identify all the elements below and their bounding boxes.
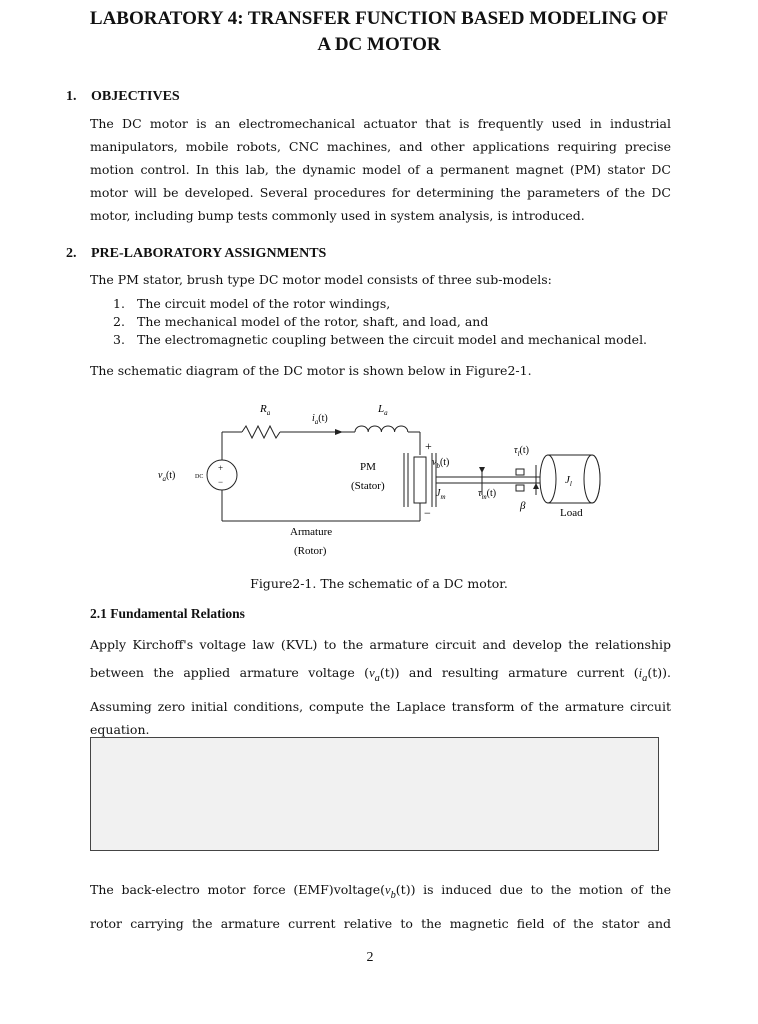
list-item: 1. The circuit model of the rotor windings, (113, 296, 391, 311)
current-arrow (335, 429, 343, 435)
kvl-line: Apply Kirchoff's voltage law (KVL) to the armature circuit and develop the relationship (90, 637, 671, 652)
pm-label: PM (360, 461, 376, 473)
emf-minus: − (424, 506, 431, 520)
title-line-1: LABORATORY 4: TRANSFER FUNCTION BASED MODELING OF (89, 8, 669, 29)
source-minus: − (218, 477, 224, 487)
inductor-la (355, 426, 408, 432)
vb-label: $v_b(t)$ (432, 457, 450, 470)
armature-label: Armature (290, 526, 333, 538)
tl-label: $\tau_l(t)$ (514, 445, 529, 458)
stator-label: (Stator) (351, 480, 385, 492)
load-cylinder (540, 455, 600, 503)
document-title (0, 6, 758, 58)
jm-label: $J_m$ (436, 488, 446, 501)
damper (516, 469, 524, 491)
objectives-line: motor will be developed. Several procedures for determining the parameters of the DC (90, 185, 671, 200)
resistor-ra (242, 426, 280, 438)
kvl-line: equation. (90, 721, 150, 737)
emf-plus: + (425, 439, 432, 453)
answer-box[interactable] (90, 737, 659, 851)
objectives-line: manipulators, mobile robots, CNC machines, and other applications requiring precise (90, 139, 671, 154)
prelab-intro: The PM stator, brush type DC motor model consists of three sub-models: (90, 272, 552, 287)
schematic-intro: The schematic diagram of the DC motor is shown below in Figure2-1. (90, 363, 532, 378)
prelab-heading: 2. PRE-LABORATORY ASSIGNMENTS (66, 246, 327, 261)
kvl-line: between the applied armature voltage $(v_a(t))$ and resulting armature current $(i_a(t))$. (90, 665, 671, 684)
emf-line: The back-electro motor force $(EMF)voltage(v_b(t))$ is induced due to the motion of the (90, 882, 671, 901)
kvl-paragraph (90, 631, 671, 739)
beta-label: β (520, 500, 526, 512)
la-label: $L_a$ (378, 403, 388, 417)
dc-label: DC (195, 474, 204, 480)
torque-m-arrow (479, 467, 485, 473)
objectives-line: motion control. In this lab, the dynamic model of a permanent magnet (PM) stator DC (90, 162, 671, 177)
emf-line: rotor carrying the armature current relative to the magnetic field of the stator and (90, 915, 671, 931)
objectives-heading: 1. OBJECTIVES (66, 89, 180, 104)
ra-label: $R_a$ (260, 403, 271, 417)
tm-label: $\tau_m(t)$ (478, 488, 497, 501)
fundamental-heading: 2.1 Fundamental Relations (90, 606, 245, 621)
figure-caption: Figure2-1. The schematic of a DC motor. (250, 576, 508, 591)
objectives-line: The DC motor is an electromechanical actuator that is frequently used in industrial (90, 116, 671, 131)
source-plus: + (218, 463, 224, 473)
rotor-label: (Rotor) (294, 545, 327, 557)
load-label: Load (560, 507, 583, 519)
title-line-2: A DC MOTOR (317, 34, 441, 55)
emf-paragraph (90, 876, 671, 938)
kvl-line: Assuming zero initial conditions, compute the Laplace transform of the armature circuit (90, 698, 671, 714)
objectives-paragraph (90, 112, 671, 227)
objectives-line: motor, including bump tests commonly used in system analysis, is introduced. (90, 208, 585, 223)
list-item: 3. The electromagnetic coupling between the circuit model and mechanical model. (113, 332, 648, 347)
page-number: 2 (366, 950, 374, 965)
torque-l-arrow (533, 483, 539, 489)
va-label: $v_a(t)$ (158, 470, 176, 483)
jl-label: $J_l$ (565, 474, 572, 488)
submodel-list (113, 295, 647, 349)
list-item: 2. The mechanical model of the rotor, shaft, and load, and (113, 314, 489, 329)
dc-motor-schematic (140, 395, 620, 565)
ia-label: $i_a(t)$ (312, 413, 328, 426)
